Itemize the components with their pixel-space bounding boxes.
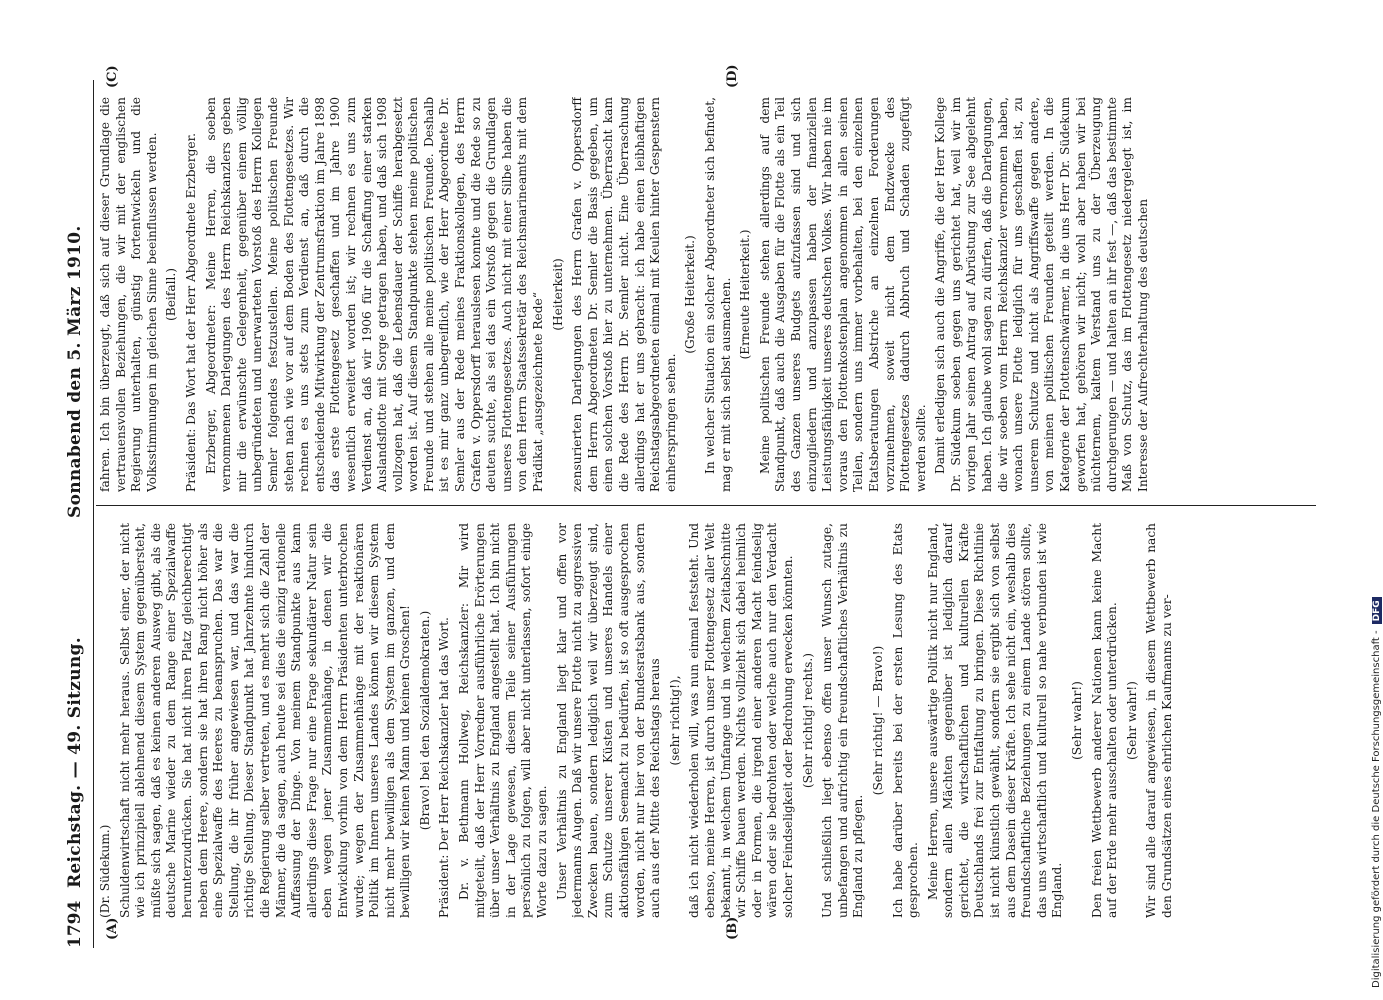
right-column-paragraph: (Heiterkeit) [550,258,565,331]
right-column-paragraph: (Beifall.) [164,267,179,322]
left-column-paragraph: Und schließlich liegt ebenso offen unser Wunsch zutage, unbefangen und aufrichtig ein freundschaftliches Verhältnis zu England zu pflegen. [820,523,866,918]
left-column-paragraph: (Sehr richtig! — Bravo!) [870,645,885,796]
page-number: 1794 [65,900,85,948]
right-column-paragraph: Damit erledigen sich auch die Angriffe, die der Herr Kollege Dr. Südekum soeben gegen uns gerichtet hat, weil wir im vorigen Jahr seinen Antrag auf Abrüstung zur See abgelehnt haben. Ich glaube wohl sagen zu dürfen, daß die Darlegungen, die wir soeben vom Herrn Reichskanzler vernommen haben, wonach unsere Flotte lediglich für uns geschaffen ist, zu unserem Schutze und nicht als Angriffswaffe gegen andere, von meinen politischen Freunden geteilt werden. In die Kategorie der Flottenschwärmer, in die uns Herr Dr. Südekum geworfen hat, gehören wir nicht; wohl aber haben wir bei nüchternem, kaltem Verstand uns zu der Überzeugung durchgerungen — und halten an ihr fest —, daß das bestimmte Maß von Schutz, das im Flottengesetz niedergelegt ist, im Interesse der Aufrechterhaltung des deutschen [933,97,1150,492]
left-column-paragraph: Dr. v. Bethmann Hollweg, Reichskanzler: Mir wird mitgeteilt, daß der Herr Vorredner ausführliche Erörterungen über unser Verhältnis zu England angestellt hat. Ich bin nicht in der Lage gewesen, diesem Teile seiner Ausführungen persönlich zu folgen, will aber nicht unterlassen, sofort einige Worte dazu zu sagen. [457,523,550,918]
digitization-credit [1371,8,1382,988]
right-column-paragraph: (Große Heiterkeit.) [683,235,698,354]
header-right: Sonnabend den 5. März 1910. [65,225,85,518]
left-column-paragraph: Wir sind alle darauf angewiesen, in diesem Wettbewerb nach den Grundsätzen eines ehrlichen Kaufmanns zu ver- [1144,523,1174,918]
left-column-paragraph: (sehr richtig!), [667,675,682,766]
right-column-paragraph: zensurierten Darlegungen des Herrn Grafen v. Oppersdorff dem Herrn Abgeordneten Dr. Semler die Basis gegeben, um einen solchen Vorstoß hier zu unternehmen. Überrascht kam die Rede des Herrn Dr. Semler nicht. Eine Überraschung allerdings hat er uns gebracht: ich habe einen leibhaftigen Reichstagsabgeordneten einmal mit Keulen hinter Gespenstern einherspringen sehen. [570,97,678,492]
right-column-paragraph: (Erneute Heiterkeit.) [738,229,753,360]
left-column-paragraph: daß ich nicht wiederholen will, was nun einmal feststeht. Und ebenso, meine Herren, ist durch unser Flottengesetz aller Welt bekannt, in welchem Umfange und in welchem Zeitabschnitte wir Schiffe bauen werden. Nichts vollzieht sich dabei heimlich oder in Formen, die irgend einer anderen Macht feindselig wären oder sie bedrohten oder welche auch nur den Verdacht solcher Feindseligkeit oder Bedrohung erwecken könnten. [687,523,795,918]
left-column-paragraph: (Bravo! bei den Sozialdemokraten.) [417,610,432,831]
margin-mark-a: (A) [105,917,120,940]
left-column-paragraph: Meine Herren, unsere auswärtige Politik nicht nur England, sondern allen Mächten gegenüber ist lediglich darauf gerichtet, die wirtschaftlichen und kulturellen Kräfte Deutschlands frei zur Entfaltung zu bringen. Diese Richtlinie ist nicht künstlich gewählt, sondern sie ergibt sich von selbst aus dem Dasein dieser Kräfte. Ich sehe nicht ein, weshalb dies freundschaftliche Beziehungen zu einem Lande stören sollte, das uns wirtschaftlich und kulturell so nahe verbunden ist wie England. [925,523,1065,918]
right-column [98,97,1298,492]
left-column-paragraph: (Dr. Südekum.) [98,824,112,918]
column-divider [96,505,1316,506]
left-column [98,523,1298,918]
right-column-paragraph: Erzberger, Abgeordneter: Meine Herren, die soeben vernommenen Darlegungen des Herrn Reichskanzlers geben mir die erwünschte Gelegenheit, gegenüber einem völlig unbegründeten und unerwarteten Vorstoß des Herrn Kollegen Semler folgendes festzustellen. Meine politischen Freunde stehen nach wie vor auf dem Boden des Flottengesetzes. Wir rechnen es uns stets zum Verdienst an, daß durch die entscheidende Mitwirkung der Zentrumsfraktion im Jahre 1898 das erste Flottengesetz geschaffen und im Jahre 1900 wesentlich erweitert worden ist; wir rechnen es uns zum Verdienst an, daß wir 1906 für die Schaffung einer starken Auslandsflotte mit Sorge getragen haben, und daß sich 1908 vollzogen hat, daß die Lebensdauer der Schiffe herabgesetzt worden ist. Auf diesem Standpunkte stehen meine politischen Freunde und stehen alle meine politischen Freunde. Deshalb ist es mir ganz unbegreiflich, wie der Herr Abgeordnete Dr. Semler aus der Rede meines Fraktionskollegen, des Herrn Grafen v. Oppersdorff herauslesen konnte und die Rede so zu deuten suchte, als sei das ein Vorstoß gegen die Grundlagen unseres Flottengesetzes. Auch nicht mit einer Silbe haben die von dem Herrn Staatssekretär des Reichsmarineamts mit dem Prädikat „ausgezeichnete Rede“ [203,97,546,492]
right-column-paragraph: Meine politischen Freunde stehen allerdings auf dem Standpunkt, daß auch die Ausgaben für die Flotte als ein Teil des Ganzen unseres Budgets aufzufassen sind und sich einzugliedern und anzupassen haben der finanziellen Leistungsfähigkeit unseres deutschen Volkes. Wir haben nie im voraus den Flottenkostenplan angenommen in allen seinen Teilen, sondern uns immer vorbehalten, bei den einzelnen Etatsberatungen Abstriche an einzelnen Forderungen vorzunehmen, soweit nicht dem Endzwecke des Flottengesetzes dadurch Abbruch und Schaden zugefügt werden sollte. [757,97,928,492]
left-column-paragraph: Ich habe darüber bereits bei der ersten Lesung des Etats gesprochen. [890,523,921,918]
left-column-paragraph: (Sehr wahr!) [1070,681,1085,760]
page-header [60,80,90,948]
header-left: Reichstag. — 49. Sitzung. [65,637,85,888]
credit-text: Digitalisierung gefördert durch die Deutsche Forschungsgemeinschaft - [1371,630,1382,988]
margin-mark-b: (B) [725,916,740,940]
header-rule [93,80,94,948]
left-column-paragraph: Präsident: Der Herr Reichskanzler hat das Wort. [437,617,452,918]
left-column-paragraph: (Sehr richtig! rechts.) [800,652,815,789]
right-column-paragraph: fahren. Ich bin überzeugt, daß sich auf dieser Grundlage die vertrauensvollen Beziehungen, die wir mit der englischen Regierung unterhalten, günstig fortentwickeln und die Volksstimmungen im gleichen Sinne beeinflussen werden. [98,97,159,492]
right-column-paragraph: Präsident: Das Wort hat der Herr Abgeordnete Erzberger. [183,133,198,492]
margin-mark-c: (C) [105,65,120,88]
left-column-paragraph: Schuldenwirtschaft nicht mehr heraus. Selbst einer, der nicht wie ich prinzipiell ablehnend diesem System gegenübersteht, müßte sich sagen, daß es keinen anderen Ausweg gibt, als die deutsche Marine wieder zu dem Range einer Spezialwaffe herunterzudrücken. Sie hat nicht ihren Platz gleichberechtigt neben dem Heere, sondern sie hat ihren Rang nicht höher als eine Spezialwaffe des Heeres zu beanspruchen. Das war die Stellung, die ihr früher angewiesen war, und das war die richtige Stellung. Dieser Standpunkt hat Jahrzehnte hindurch die Regierung selber vertreten, und es mehrt sich die Zahl der Männer, die da sagen, auch heute sei dies die einzig rationelle Auffassung der Dinge. Von meinem Standpunkte aus kann allerdings diese Frage nur eine Frage sekundärer Natur sein eben wegen jener Zusammenhänge, in denen wir die Entwicklung vorhin von dem Herrn Präsidenten unterbrochen wurde; wegen der Zusammenhänge mit der reaktionären Politik im Innern unseres Landes können wir diesem System nicht mehr bewilligen als dem System im ganzen, und dem bewilligen wir keinen Mann und keinen Groschen! [117,523,413,918]
left-column-paragraph: Den freien Wettbewerb anderer Nationen kann keine Macht auf der Erde mehr ausschalten oder unterdrücken. [1089,523,1120,918]
margin-mark-d: (D) [725,64,740,88]
dfg-logo: DFG [1372,597,1382,624]
right-column-paragraph: In welcher Situation ein solcher Abgeordneter sich befindet, mag er mit sich selbst ausmachen. [702,97,733,492]
left-column-paragraph: (Sehr wahr!) [1124,681,1139,760]
left-column-paragraph: Unser Verhältnis zu England liegt klar und offen vor jedermanns Augen. Daß wir unsere Flotte nicht zu aggressiven Zwecken bauen, sondern lediglich weil wir überzeugt sind, zum Schutze unserer Küsten und unseres Handels einer aktionsfähigen Seemacht zu bedürfen, ist so oft ausgesprochen worden, nicht nur hier von der Bundesratsbank aus, sondern auch aus der Mitte des Reichstags heraus [554,523,663,918]
